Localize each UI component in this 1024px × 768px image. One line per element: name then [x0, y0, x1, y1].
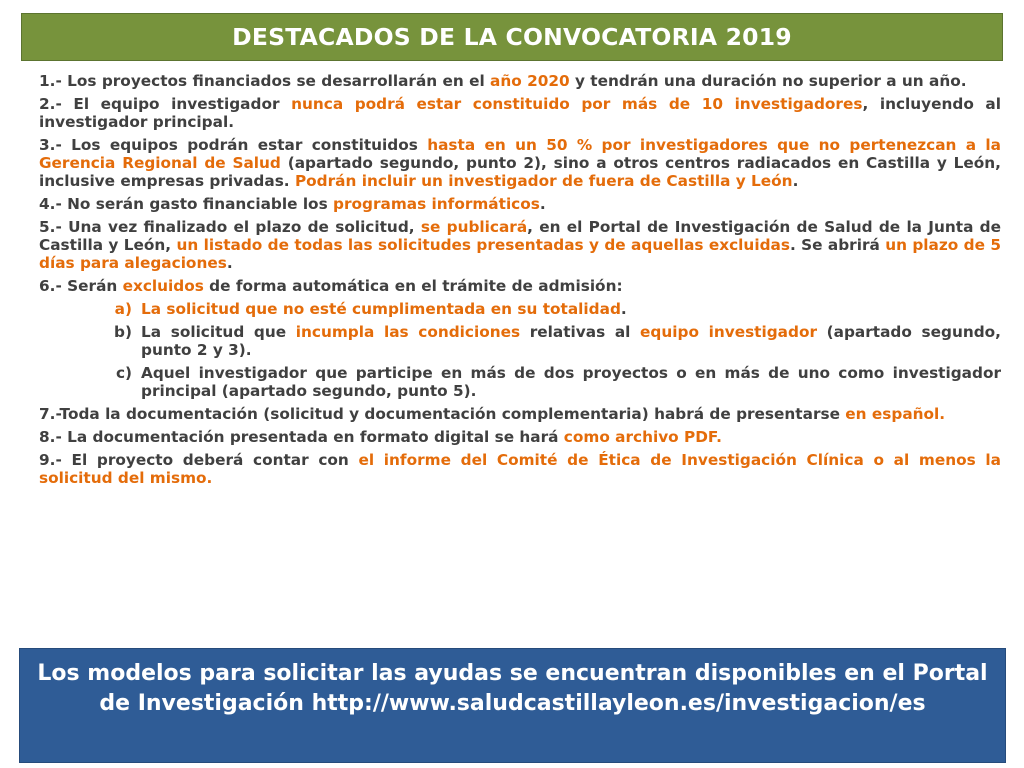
- highlight-item-7: [39, 405, 1001, 423]
- item-text: (apartado segundo, punto 2), sino a otros centros radiacados en Castilla y León, inclusive empresas privadas.: [39, 154, 1001, 190]
- list-text: Aquel investigador que participe en más de dos proyectos o en más de uno como investigador principal (apartado segundo, punto 5).: [141, 364, 1001, 400]
- item-text: 8.- La documentación presentada en formato digital se hará: [39, 428, 564, 446]
- item-highlight: equipo investigador: [640, 323, 818, 341]
- item-text: .: [539, 195, 546, 213]
- item-highlight: Podrán incluir un investigador de fuera de Castilla y León: [294, 172, 793, 190]
- highlight-item-8: [39, 428, 1001, 446]
- highlight-item-4: [39, 195, 1001, 213]
- item-highlight: un plazo de 5 días para alegaciones: [39, 236, 1001, 272]
- item-highlight: como archivo PDF.: [563, 428, 722, 446]
- portal-info-text: Los modelos para solicitar las ayudas se encuentran disponibles en el Portal de Investigación http://www.saludcastillayleon.es/investigacion/es: [37, 661, 988, 716]
- highlight-item-6: [39, 277, 1001, 295]
- item-highlight: se publicará: [420, 218, 528, 236]
- title-banner: [21, 13, 1003, 61]
- item-text: . Se abrirá: [789, 236, 886, 254]
- item-text: y tendrán una duración no superior a un año.: [569, 72, 967, 90]
- highlight-item-1: [39, 72, 1001, 90]
- item-text: , en el Portal de Investigación de Salud de la Junta de Castilla y León,: [39, 218, 1001, 254]
- item-highlight: un listado de todas las solicitudes presentadas y de aquellas excluidas: [176, 236, 790, 254]
- item-highlight: año 2020: [490, 72, 570, 90]
- list-text: [141, 300, 1001, 318]
- highlights-list: [39, 72, 1001, 492]
- item-highlight: La solicitud que no esté cumplimentada en su totalidad: [141, 300, 621, 318]
- item-text: .: [620, 300, 627, 318]
- item-text: La solicitud que: [141, 323, 296, 341]
- highlight-item-3: [39, 136, 1001, 190]
- item-text: .: [792, 172, 799, 190]
- item-highlight: excluidos: [122, 277, 204, 295]
- exclusion-item-c: [39, 364, 1001, 400]
- list-marker: b): [114, 323, 132, 341]
- item-highlight: nunca podrá estar constituido por más de 10 investigadores: [291, 95, 863, 113]
- item-text: 9.- El proyecto deberá contar con: [39, 451, 359, 469]
- item-text: 3.- Los equipos podrán estar constituidos: [39, 136, 428, 154]
- highlight-item-5: [39, 218, 1001, 272]
- item-highlight: hasta en un 50 % por investigadores que no pertenezcan a la Gerencia Regional de Salud: [39, 136, 1001, 172]
- item-text: (apartado segundo, punto 2 y 3).: [141, 323, 1001, 359]
- item-text: 1.- Los proyectos financiados se desarrollarán en el: [39, 72, 491, 90]
- item-text: 7.-Toda la documentación (solicitud y documentación complementaria) habrá de presentarse: [39, 405, 846, 423]
- item-highlight: incumpla las condiciones: [295, 323, 521, 341]
- item-text: 5.- Una vez finalizado el plazo de solicitud,: [39, 218, 421, 236]
- item-text: 6.- Serán: [39, 277, 123, 295]
- item-text: 4.- No serán gasto financiable los: [39, 195, 334, 213]
- item-text: , incluyendo al investigador principal.: [39, 95, 1001, 131]
- item-text: relativas al: [520, 323, 641, 341]
- list-marker: c): [115, 364, 132, 382]
- exclusion-item-a: [39, 300, 1001, 318]
- item-highlight: en español.: [845, 405, 946, 423]
- highlight-item-9: [39, 451, 1001, 487]
- item-highlight: programas informáticos: [333, 195, 540, 213]
- item-text: de forma automática en el trámite de admisión:: [203, 277, 623, 295]
- item-highlight: el informe del Comité de Ética de Investigación Clínica o al menos la solicitud del mismo.: [39, 451, 1001, 487]
- list-text: [141, 323, 1001, 359]
- list-marker: a): [114, 300, 132, 318]
- portal-info-banner: [19, 648, 1006, 763]
- exclusion-item-b: [39, 323, 1001, 359]
- highlight-item-2: [39, 95, 1001, 131]
- page-title: DESTACADOS DE LA CONVOCATORIA 2019: [232, 23, 792, 51]
- item-text: 2.- El equipo investigador: [39, 95, 292, 113]
- item-text: .: [226, 254, 233, 272]
